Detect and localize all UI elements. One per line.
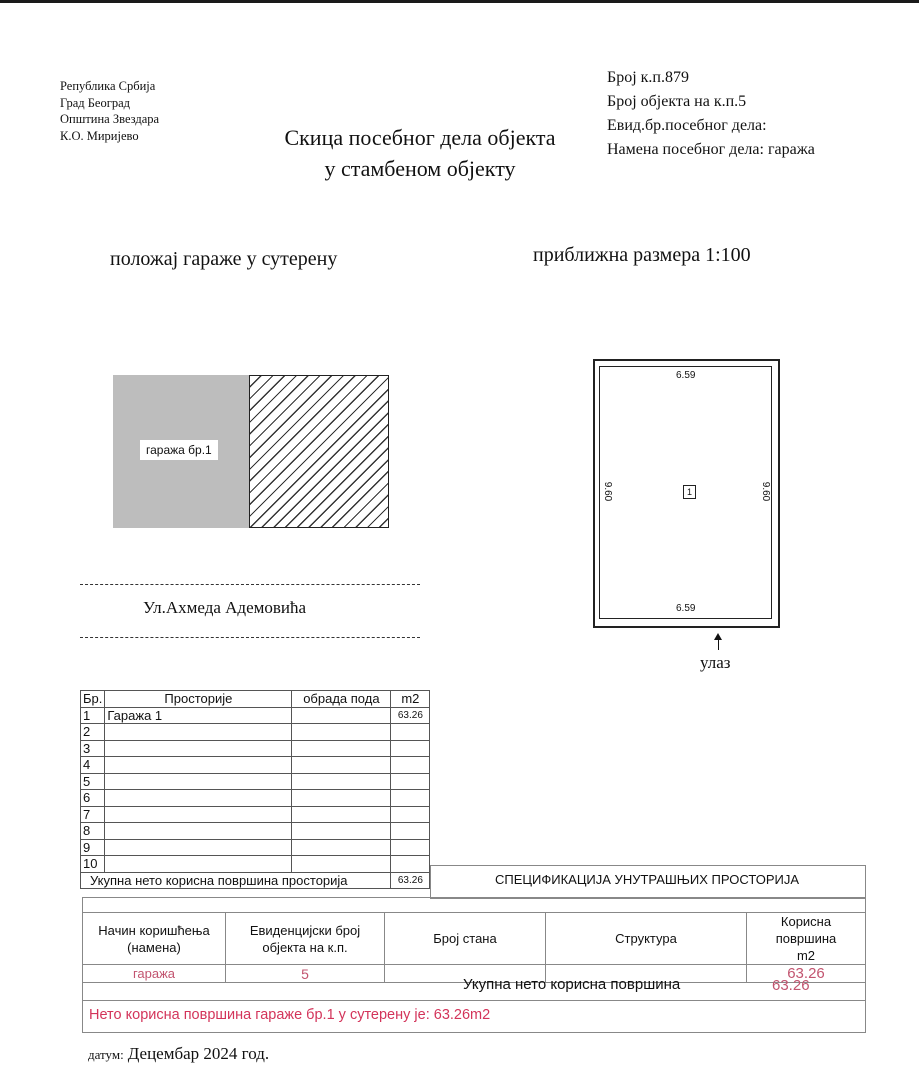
spec-col-record-line1: Евиденцијски број (249, 922, 361, 938)
top-border-line (0, 0, 919, 3)
room-area (391, 823, 430, 840)
room-area (391, 757, 430, 774)
row-number: 5 (81, 773, 105, 790)
floor-finish (292, 724, 391, 741)
table-row (81, 806, 430, 823)
spec-col-area (747, 913, 866, 965)
spec-col-area-line1: Корисна површина (775, 914, 837, 946)
building-number: Број објекта на к.п.5 (607, 93, 747, 110)
row-number: 1 (81, 707, 105, 724)
spec-col-area-line2: m2 (796, 948, 816, 963)
dimension-top: 6.59 (676, 370, 696, 381)
room-name (105, 806, 292, 823)
floor-finish (292, 707, 391, 724)
room-name (105, 773, 292, 790)
spec-table (82, 912, 866, 983)
street-line-top (80, 584, 420, 585)
room-area (391, 773, 430, 790)
unit-record-number: Евид.бр.посебног дела: (607, 117, 767, 134)
position-subtitle: положај гараже у сутерену (110, 248, 338, 270)
floor-finish (292, 839, 391, 856)
spec-usage-value: гаража (83, 965, 226, 983)
date-label: датум: (88, 1047, 124, 1062)
floor-finish (292, 856, 391, 873)
table-row (81, 823, 430, 840)
table-row (81, 839, 430, 856)
room-area (391, 839, 430, 856)
entrance-arrow-stem (718, 636, 719, 650)
admin-line-municipality: Општина Звездара (60, 112, 160, 126)
entrance-label: улаз (700, 653, 731, 672)
spec-area-value: 63.26 (747, 965, 866, 983)
spec-col-record-line2: објекта на к.п. (262, 939, 348, 955)
row-number: 4 (81, 757, 105, 774)
room-name (105, 790, 292, 807)
room-name (105, 740, 292, 757)
spec-col-structure: Структура (546, 913, 747, 965)
dimension-bottom: 6.59 (676, 603, 696, 614)
floor-finish (292, 773, 391, 790)
dimension-right: 9.60 (760, 481, 772, 502)
date-value: Децембар 2024 год. (127, 1044, 270, 1063)
rooms-total-label: Укупна нето корисна површина просторија (81, 872, 391, 889)
room-name (105, 856, 292, 873)
row-number: 10 (81, 856, 105, 873)
header-number: Бр. (81, 691, 105, 708)
rooms-total-row (81, 872, 430, 889)
spec-total-label: Укупна нето корисна површина (463, 976, 681, 993)
room-number-marker: 1 (683, 485, 696, 499)
spec-title: СПЕЦИФИКАЦИЈА УНУТРАШЊИХ ПРОСТОРИЈА (494, 872, 800, 887)
row-number: 2 (81, 724, 105, 741)
table-row (81, 724, 430, 741)
rooms-table-header (81, 691, 430, 708)
title-line-2: у стамбеном објекту (324, 156, 516, 181)
room-area (391, 740, 430, 757)
room-name: Гаража 1 (105, 707, 292, 724)
rooms-total-value: 63.26 (391, 872, 430, 889)
spec-header-row (83, 913, 866, 965)
room-area: 63.26 (391, 707, 430, 724)
floor-finish (292, 757, 391, 774)
scale-subtitle: приближна размера 1:100 (533, 244, 751, 266)
spec-col-record (226, 913, 385, 965)
row-number: 8 (81, 823, 105, 840)
floor-finish (292, 790, 391, 807)
floor-finish (292, 806, 391, 823)
net-area-note: Нето корисна површина гараже бр.1 у сутерену је: 63.26m2 (89, 1007, 491, 1023)
spec-col-usage-line1: Начин коришћења (98, 922, 210, 938)
garage-label: гаража бр.1 (140, 440, 218, 460)
spec-divider (82, 1000, 866, 1001)
row-number: 9 (81, 839, 105, 856)
room-area (391, 790, 430, 807)
table-row (81, 856, 430, 873)
street-name: Ул.Ахмеда Адемовића (143, 598, 307, 617)
room-name (105, 724, 292, 741)
table-row (81, 707, 430, 724)
date-line (88, 1044, 269, 1064)
floor-finish (292, 740, 391, 757)
spec-col-usage (83, 913, 226, 965)
hatched-area (249, 375, 389, 528)
table-row (81, 740, 430, 757)
dimension-left: 9.60 (602, 481, 614, 502)
admin-line-city: Град Београд (60, 95, 130, 110)
spec-total-value: 63.26 (772, 977, 810, 994)
room-name (105, 823, 292, 840)
parcel-info (607, 66, 815, 162)
title-line-1: Скица посебног дела објекта (284, 125, 556, 150)
document-title (250, 122, 590, 184)
floor-finish (292, 823, 391, 840)
row-number: 6 (81, 790, 105, 807)
table-row (81, 790, 430, 807)
administrative-header (60, 78, 159, 144)
header-rooms: Просторије (105, 691, 292, 708)
table-row (81, 773, 430, 790)
room-name (105, 839, 292, 856)
unit-purpose: Намена посебног дела: гаража (607, 141, 815, 158)
admin-line-cadastral: К.О. Миријево (60, 128, 139, 143)
header-area: m2 (391, 691, 430, 708)
parcel-number: Број к.п.879 (607, 69, 689, 86)
room-area (391, 806, 430, 823)
rooms-table (80, 690, 430, 889)
spec-col-apartment: Број стана (385, 913, 546, 965)
row-number: 3 (81, 740, 105, 757)
street-line-bottom (80, 637, 420, 638)
header-floor-finish: обрада пода (292, 691, 391, 708)
room-name (105, 757, 292, 774)
spec-record-value: 5 (226, 965, 385, 983)
room-area (391, 724, 430, 741)
table-row (81, 757, 430, 774)
admin-line-republic: Република Србија (60, 79, 156, 93)
room-area (391, 856, 430, 873)
row-number: 7 (81, 806, 105, 823)
spec-col-usage-line2: (намена) (127, 939, 181, 955)
